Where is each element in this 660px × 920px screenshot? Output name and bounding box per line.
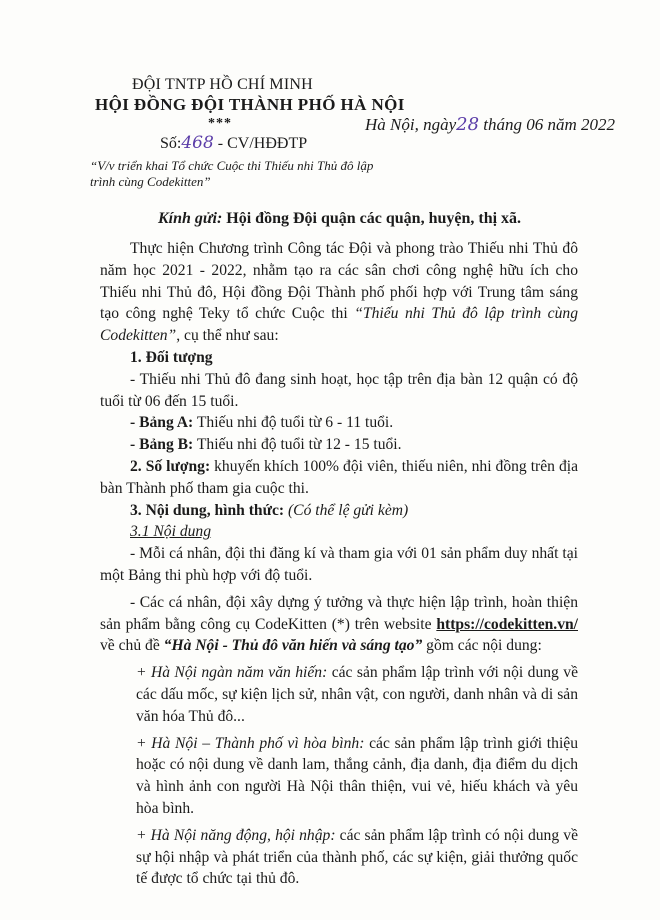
topic-title: + Hà Nội ngàn năm văn hiến: (136, 664, 328, 682)
date-suffix: tháng 06 năm 2022 (479, 115, 616, 134)
group-b (100, 434, 578, 456)
group-b-text: Thiếu nhi độ tuổi từ 12 - 15 tuổi. (193, 436, 402, 454)
topic-item (100, 733, 578, 820)
intro-paragraph (100, 238, 578, 347)
salutation-label: Kính gửi: (158, 210, 223, 227)
date-day-handwritten: 28 (456, 114, 480, 135)
intro-text-2: , cụ thể như sau: (176, 327, 279, 345)
document-number-suffix: - CV/HĐĐTP (213, 135, 308, 152)
contest-theme: “Hà Nội - Thủ đô văn hiến và sáng tạo” (163, 637, 423, 655)
section-3-1-para-1: - Mỗi cá nhân, đội thi đăng kí và tham gia với 01 sản phẩm duy nhất tại một Bảng thi phù hợp với độ tuổi. (100, 545, 578, 584)
para-2-text-1: - Các cá nhân, đội xây dựng ý tưởng và thực hiện lập trình, hoàn thiện sản phẩm bằng công cụ CodeKitten (*) trên website (100, 593, 578, 633)
date-prefix: Hà Nội, ngày (365, 115, 457, 134)
document-body (100, 238, 578, 890)
council-name: HỘI ĐỒNG ĐỘI THÀNH PHỐ HÀ NỘI (95, 95, 405, 114)
topic-item (100, 825, 578, 890)
topic-title: + Hà Nội – Thành phố vì hòa bình: (136, 734, 365, 752)
section-2-heading: 2. Số lượng: (130, 457, 211, 475)
section-2-text: khuyến khích 100% đội viên, thiếu niên, nhi đồng trên địa bàn Thành phố tham gia cuộc thi. (100, 457, 578, 497)
contest-name: “Thiếu nhi Thủ đô lập trình cùng Codekitten” (100, 305, 578, 345)
document-number-handwritten: 468 (181, 133, 214, 153)
topic-text: các sản phẩm lập trình với nội dung về các dấu mốc, sự kiện lịch sử, nhân vật, con người, danh nhân và di sản văn hóa Thủ đô... (136, 664, 578, 725)
section-2 (100, 456, 578, 500)
section-3-heading: 3. Nội dung, hình thức: (130, 501, 285, 519)
website-link[interactable]: https://codekitten.vn/ (436, 615, 578, 633)
group-b-label: - Bảng B: (130, 436, 194, 454)
group-a-label: - Bảng A: (130, 414, 194, 432)
intro-text-1: Thực hiện Chương trình Công tác Đội và phong trào Thiếu nhi Thủ đô năm học 2021 - 2022, nhằm tạo ra các sân chơi công nghệ hữu ích cho Thiếu nhi Thủ đô, Hội đồng Đội Thành phố phối hợp với Trung tâm sáng tạo công nghệ Teky tổ chức Cuộc thi (100, 240, 578, 323)
salutation (158, 210, 521, 228)
topic-text: các sản phẩm lập trình có nội dung về sự hội nhập và phát triển của thành phố, các sự kiện, giải thưởng quốc tế được tổ chức tại thủ đô. (136, 826, 578, 888)
salutation-recipient: Hội đồng Đội quận các quận, huyện, thị xã. (222, 210, 522, 227)
group-a-text: Thiếu nhi độ tuổi từ 6 - 11 tuổi. (193, 414, 394, 432)
section-1-heading: 1. Đối tượng (130, 348, 213, 366)
topic-title: + Hà Nội năng động, hội nhập: (136, 826, 336, 844)
document-number-prefix: Số: (160, 135, 182, 152)
document-date (365, 114, 615, 135)
topic-item (100, 662, 578, 727)
document-number (160, 133, 307, 153)
section-3-note: (Có thể lệ gửi kèm) (284, 501, 409, 519)
document-subject: “V/v triển khai Tổ chức Cuộc thi Thiếu nhi Thủ đô lập trình cùng Codekitten” (90, 158, 374, 189)
section-3-1-para-2 (100, 592, 578, 657)
section-3 (100, 500, 578, 522)
para-2-text-3: gồm các nội dung: (422, 637, 542, 655)
section-3-1-heading: 3.1 Nội dung (130, 523, 212, 541)
topic-text: các sản phẩm lập trình giới thiệu hoặc có nội dung về danh lam, thắng cảnh, địa danh, địa điểm du dịch và hình ảnh con người Hà Nội thân thiện, vui vẻ, hiếu khách và yêu hòa bình. (136, 734, 578, 817)
section-1-text: - Thiếu nhi Thủ đô đang sinh hoạt, học tập trên địa bàn 12 quận có độ tuổi từ 06 đến 15 tuổi. (100, 370, 578, 410)
group-a (100, 412, 578, 434)
header-stars: *** (208, 116, 232, 131)
organization-name: ĐỘI TNTP HỒ CHÍ MINH (132, 76, 313, 93)
para-2-text-2: về chủ đề (100, 637, 164, 655)
